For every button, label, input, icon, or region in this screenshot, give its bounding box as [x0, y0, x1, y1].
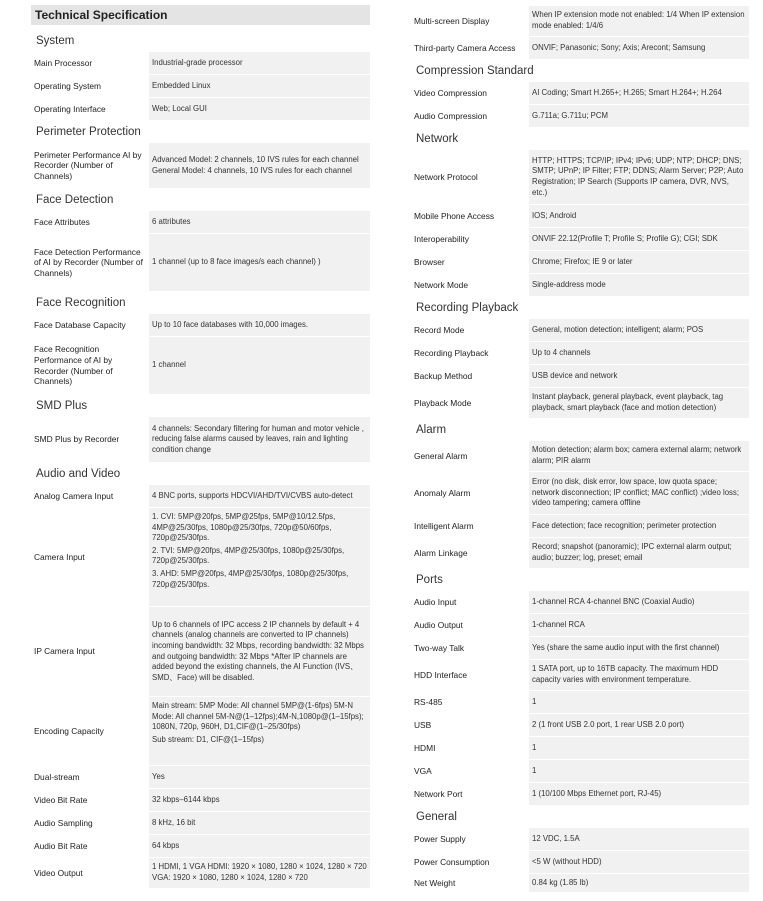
spec-value: Error (no disk, disk error, low space, low quota space; network disconnection; IP conflict; MAC conflict) ;video loss; video tampering; camera offline [529, 472, 749, 514]
spec-row [31, 336, 370, 394]
spec-value-line: Sub stream: D1, CIF@(1–15fps) [152, 734, 264, 744]
section-heading-recording-playback: Recording Playback [416, 302, 519, 314]
spec-key: Face Attributes [34, 216, 90, 227]
spec-row [411, 873, 749, 892]
spec-value: 1 [529, 737, 749, 759]
spec-key: Intelligent Alarm [414, 520, 474, 531]
spec-row [31, 606, 370, 696]
spec-value: Up to 4 channels [529, 342, 749, 364]
spec-row [31, 696, 370, 765]
spec-value: Web; Local GUI [149, 98, 370, 120]
spec-row [411, 250, 749, 273]
spec-row [31, 788, 370, 811]
spec-key: Two-way Talk [414, 642, 465, 653]
spec-value: AI Coding; Smart H.265+; H.265; Smart H.264+; H.264 [529, 82, 749, 104]
spec-key: USB [414, 719, 432, 730]
spec-value: 1 [529, 691, 749, 713]
spec-key: Video Bit Rate [34, 794, 88, 805]
spec-value: Yes [149, 766, 370, 788]
spec-value: Industrial-grade processor [149, 52, 370, 74]
spec-row [31, 484, 370, 507]
spec-key: Playback Mode [414, 397, 472, 408]
spec-key: Analog Camera Input [34, 490, 114, 501]
section-heading-face-detection: Face Detection [36, 194, 114, 206]
spec-value-line: Main stream: 5MP Mode: All channel 5MP@(1-6fps) 5M-N Mode: All channel 5M-N@(1–12fps);4M-N,1080p@(1–15fps); 1080N, 720p, 960H, D1,CIF@(1–25/30fps) [152, 701, 364, 732]
spec-key: Audio Bit Rate [34, 840, 88, 851]
spec-key: Multi-screen Display [414, 15, 490, 26]
spec-row [31, 142, 370, 188]
spec-row [411, 636, 749, 659]
spec-value: 1 SATA port, up to 16TB capacity. The maximum HDD capacity varies with environment temperature. [529, 660, 749, 690]
spec-value: ONVIF 22.12(Profile T; Profile S; Profile G); CGI; SDK [529, 228, 749, 250]
spec-row [31, 313, 370, 336]
spec-key: Network Protocol [414, 171, 478, 182]
spec-row [411, 341, 749, 364]
spec-value: 4 channels: Secondary filtering for human and motor vehicle , reducing false alarms caused by leaves, rain and lighting condition change [149, 417, 370, 462]
spec-row [31, 857, 370, 888]
spec-value-line: 2. TVI: 5MP@20fps, 4MP@25/30fps, 1080p@25/30fps, 720p@25/30fps. [152, 545, 345, 566]
section-heading-face-recognition: Face Recognition [36, 297, 126, 309]
spec-key: Perimeter Performance AI by Recorder (Number of Channels) [34, 149, 142, 181]
spec-row [31, 834, 370, 857]
spec-row [31, 51, 370, 74]
spec-key: SMD Plus by Recorder [34, 434, 120, 445]
spec-row [31, 74, 370, 97]
spec-value-line: 3. AHD: 5MP@20fps, 4MP@25/30fps, 1080p@25/30fps, 720p@25/30fps. [152, 568, 349, 589]
spec-value: HTTP; HTTPS; TCP/IP; IPv4; IPv6; UDP; NTP; DHCP; DNS; SMTP; UPnP; IP Filter; FTP; DDNS; Alarm Server; P2P; Auto Registration; IP Search (Supports IP camera, DVR, NVS, etc.) [529, 150, 749, 204]
spec-value: Single-address mode [529, 274, 749, 296]
spec-row [31, 416, 370, 462]
spec-row [31, 97, 370, 120]
spec-row [411, 471, 749, 514]
section-heading-compression: Compression Standard [416, 65, 534, 77]
spec-value: Up to 6 channels of IPC access 2 IP channels by default + 4 channels (analog channels are converted to IP channels) incoming bandwidth: 32 Mbps, recording bandwidth: 32 Mbps and outgoing bandwidth: 32 Mbps *After IP channels are added beyond the existing channels, the AI Function (IVS、SMD、Face) will be disabled. [149, 607, 370, 696]
spec-row [411, 690, 749, 713]
spec-value: Motion detection; alarm box; camera external alarm; network alarm; PIR alarm [529, 441, 749, 471]
spec-row [411, 659, 749, 690]
spec-value: USB device and network [529, 365, 749, 387]
spec-value: 2 (1 front USB 2.0 port, 1 rear USB 2.0 port) [529, 714, 749, 736]
spec-value: 1 (10/100 Mbps Ethernet port, RJ-45) [529, 783, 749, 805]
spec-row [411, 36, 749, 59]
spec-row [411, 736, 749, 759]
spec-row [411, 318, 749, 341]
section-heading-smd-plus: SMD Plus [36, 400, 88, 412]
spec-value: ONVIF; Panasonic; Sony; Axis; Arecont; Samsung [529, 37, 749, 59]
spec-key: General Alarm [414, 450, 468, 461]
spec-value: 32 kbps–6144 kbps [149, 789, 370, 811]
spec-key: Alarm Linkage [414, 547, 468, 558]
spec-row [31, 233, 370, 291]
section-heading-ports: Ports [416, 574, 443, 586]
spec-value: Record; snapshot (panoramic); IPC external alarm output; audio; buzzer; log, preset; email [529, 538, 749, 568]
spec-value: 1-channel RCA 4-channel BNC (Coaxial Audio) [529, 591, 749, 613]
spec-row [411, 81, 749, 104]
spec-key: Network Mode [414, 279, 468, 290]
spec-key: Dual-stream [34, 771, 80, 782]
spec-key: Video Compression [414, 87, 487, 98]
spec-row [411, 713, 749, 736]
spec-value: General, motion detection; intelligent; alarm; POS [529, 319, 749, 341]
spec-value: Up to 10 face databases with 10,000 images. [149, 314, 370, 336]
spec-row [31, 507, 370, 606]
spec-title: Technical Specification [31, 5, 370, 25]
spec-key: Anomaly Alarm [414, 487, 471, 498]
spec-key: Operating Interface [34, 103, 106, 114]
spec-value: <5 W (without HDD) [529, 851, 749, 873]
spec-row [411, 5, 749, 36]
spec-row [411, 364, 749, 387]
spec-row [411, 440, 749, 471]
spec-key: HDMI [414, 742, 436, 753]
spec-key: Main Processor [34, 57, 93, 68]
spec-row [411, 387, 749, 418]
section-heading-system: System [36, 35, 75, 47]
spec-row [411, 590, 749, 613]
spec-row [411, 104, 749, 127]
spec-key: HDD Interface [414, 669, 468, 680]
spec-key: Backup Method [414, 370, 473, 381]
section-heading-alarm: Alarm [416, 424, 447, 436]
spec-key: Face Database Capacity [34, 319, 126, 330]
left-column [31, 5, 370, 888]
spec-value: G.711a; G.711u; PCM [529, 105, 749, 127]
spec-key: Net Weight [414, 877, 456, 888]
spec-key: Camera Input [34, 551, 85, 562]
spec-value: Chrome; Firefox; IE 9 or later [529, 251, 749, 273]
spec-value: 4 BNC ports, supports HDCVI/AHD/TVI/CVBS auto-detect [149, 485, 370, 507]
spec-value: Advanced Model: 2 channels, 10 IVS rules for each channel General Model: 4 channels, 10 IVS rules for each channel [149, 143, 370, 188]
spec-row [31, 811, 370, 834]
spec-value: 8 kHz, 16 bit [149, 812, 370, 834]
spec-value: 1 channel [149, 337, 370, 394]
spec-value: Embedded Linux [149, 75, 370, 97]
spec-row [411, 204, 749, 227]
spec-row [411, 782, 749, 805]
section-heading-general: General [416, 811, 457, 823]
spec-value: Yes (share the same audio input with the first channel) [529, 637, 749, 659]
spec-key: Network Port [414, 788, 463, 799]
spec-key: Recording Playback [414, 347, 489, 358]
spec-key: VGA [414, 765, 432, 776]
section-heading-perimeter: Perimeter Protection [36, 126, 141, 138]
spec-value: 64 kbps [149, 835, 370, 857]
section-heading-network: Network [416, 133, 459, 145]
spec-key: Third-party Camera Access [414, 42, 516, 53]
spec-key: Mobile Phone Access [414, 210, 495, 221]
spec-value: 6 attributes [149, 211, 370, 233]
spec-key: Interoperability [414, 233, 469, 244]
spec-row [411, 514, 749, 537]
spec-row [411, 149, 749, 204]
spec-row [411, 537, 749, 568]
spec-value: Face detection; face recognition; perimeter protection [529, 515, 749, 537]
section-heading-audio-video: Audio and Video [36, 468, 121, 480]
spec-value: IOS; Android [529, 205, 749, 227]
spec-key: RS-485 [414, 696, 443, 707]
spec-key: Encoding Capacity [34, 725, 104, 736]
spec-row [31, 210, 370, 233]
spec-row [31, 765, 370, 788]
spec-key: Record Mode [414, 324, 465, 335]
spec-row [411, 759, 749, 782]
spec-value [149, 508, 370, 606]
spec-key: IP Camera Input [34, 646, 95, 657]
spec-key: Audio Input [414, 596, 457, 607]
spec-value: 1-channel RCA [529, 614, 749, 636]
spec-row [411, 827, 749, 850]
spec-key: Power Consumption [414, 856, 490, 867]
spec-key: Browser [414, 256, 445, 267]
spec-row [411, 227, 749, 250]
right-column [411, 5, 749, 892]
spec-key: Audio Output [414, 619, 463, 630]
spec-value: 1 HDMI, 1 VGA HDMI: 1920 × 1080, 1280 × 1024, 1280 × 720 VGA: 1920 × 1080, 1280 × 1024, 1280 × 720 [149, 858, 370, 888]
spec-key: Operating System [34, 80, 102, 91]
spec-key: Video Output [34, 867, 83, 878]
spec-value: 1 channel (up to 8 face images/s each channel) ) [149, 234, 370, 291]
spec-row [411, 613, 749, 636]
spec-key: Face Detection Performance of AI by Recorder (Number of Channels) [34, 246, 143, 278]
spec-row [411, 850, 749, 873]
spec-value: Instant playback, general playback, event playback, tag playback, smart playback (face and motion detection) [529, 388, 749, 418]
spec-key: Power Supply [414, 833, 466, 844]
spec-value-line: 1. CVI: 5MP@20fps, 5MP@25fps, 5MP@10/12.5fps, 4MP@25/30fps, 1080p@25/30fps, 720p@50/60fps, 720p@25/30fps. [152, 512, 336, 543]
spec-key: Audio Sampling [34, 817, 93, 828]
spec-value: When IP extension mode not enabled: 1/4 When IP extension mode enabled: 1/4/6 [529, 6, 749, 36]
spec-key: Audio Compression [414, 110, 488, 121]
spec-value: 1 [529, 760, 749, 782]
spec-value [149, 697, 370, 765]
spec-value: 0.84 kg (1.85 lb) [529, 874, 749, 892]
spec-row [411, 273, 749, 296]
spec-key: Face Recognition Performance of AI by Recorder (Number of Channels) [34, 344, 113, 387]
spec-value: 12 VDC, 1.5A [529, 828, 749, 850]
